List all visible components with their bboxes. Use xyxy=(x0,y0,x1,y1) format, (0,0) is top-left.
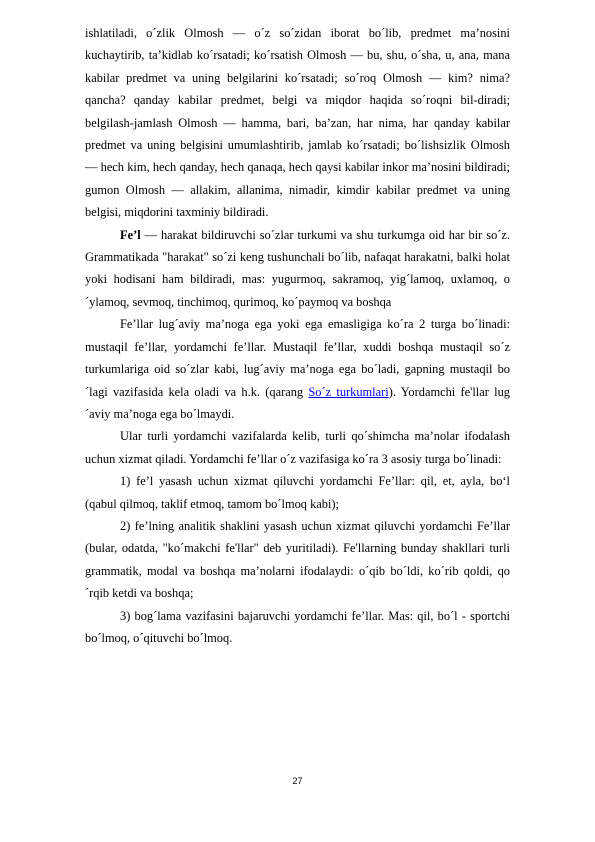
list-item-1: 1) fe’l yasash uchun xizmat qiluvchi yordamchi Fe’llar: qil, et, ayla, bo‘l (qabul qilmoq, taklif etmoq, tamom bo´lmoq kabi); xyxy=(85,474,510,511)
paragraph-pronoun-types: ishlatiladi, o´zlik Olmosh — o´z so´zidan iborat bo´lib, predmet ma’nosini kuchaytirib, ta’kidlab ko´rsatadi; ko´rsatish Olmosh — bu, shu, o´sha, u, ana, mana kabilar predmet va uning belgilarini ko´rsatadi; so´roq Olmosh — kim? nima? qancha? qanday kabilar predmet, belgi va miqdor haqida so´roqni bil-diradi; belgilash-jamlash Olmosh — hamma, bari, ba’zan, har nima, har qanday kabilar predmet va uning belgisini umumlashtirib, jamlab ko´rsatadi; bo´lishsizlik Olmosh — hech kim, hech qanday, hech qanaqa, hech qaysi kabilar inkor ma’nosini bildiradi; gumon Olmosh — allakim, allanima, nimadir, kimdir kabilar predmet va uning belgisi, miqdorini taxminiy bildiradi. xyxy=(85,26,510,220)
verb-definition-text: — harakat bildiruvchi so´zlar turkumi va shu turkumga oid har bir so´z. Grammatikada "harakat" so´zi keng tushunchali bo´lib, nafaqat harakatni, balki holat yoki hodisani ham bildiradi, mas: yugurmoq, sakramoq, yig´lamoq, uxlamoq, o´ylamoq, sevmoq, tinchimoq, qurimoq, ko´paymoq va boshqa xyxy=(85,227,510,309)
paragraph-auxiliary-verbs: Ular turli yordamchi vazifalarda kelib, turli qo´shimcha ma’nolar ifodalash uchun xizmat qiladi. Yordamchi fe’llar o´z vazifasiga ko´ra 3 asosiy turga bo´linadi: xyxy=(85,429,510,466)
verb-classes-text: Fe’llar lug´aviy ma’noga ega yoki ega emasligiga ko´ra 2 turga bo´linadi: mustaqil fe’llar, yordamchi fe’llar. Mustaqil fe’llar, xuddi boshqa mustaqil so´z turkumlariga oid so´zlar kabi, lug´aviy ma’noga ega bo´ladi, gapning mustaqil bo´lagi vazifasida kela oladi va h.k. (qarang xyxy=(85,317,510,399)
parts-of-speech-link[interactable]: So´z turkumlari xyxy=(308,384,389,399)
verb-classes-text-end: ). Yordamchi fe'llar lug´aviy ma’noga ega bo´lmaydi. xyxy=(85,384,510,421)
term-verb: Fe’l xyxy=(120,227,141,242)
list-item-2: 2) fe’lning analitik shaklini yasash uchun xizmat qiluvchi yordamchi Fe’llar (bular, odatda, "ko´makchi fe'llar" deb yuritiladi). Fe'llarning bunday shakllari turli grammatik, modal va boshqa ma’nolarni ifodalaydi: o´qib bo´ldi, ko´rib qoldi, qo´rqib ketdi va boshqa; xyxy=(85,518,510,601)
paragraph-verb-definition xyxy=(85,224,510,314)
document-body xyxy=(85,22,510,649)
page-number: 27 xyxy=(292,776,303,786)
paragraph-verb-classes xyxy=(85,313,510,425)
list-item-3: 3) bog´lama vazifasini bajaruvchi yordamchi fe’llar. Mas: qil, bo´l - sportchi bo´lmoq, o´qituvchi bo´lmoq. xyxy=(85,608,510,645)
